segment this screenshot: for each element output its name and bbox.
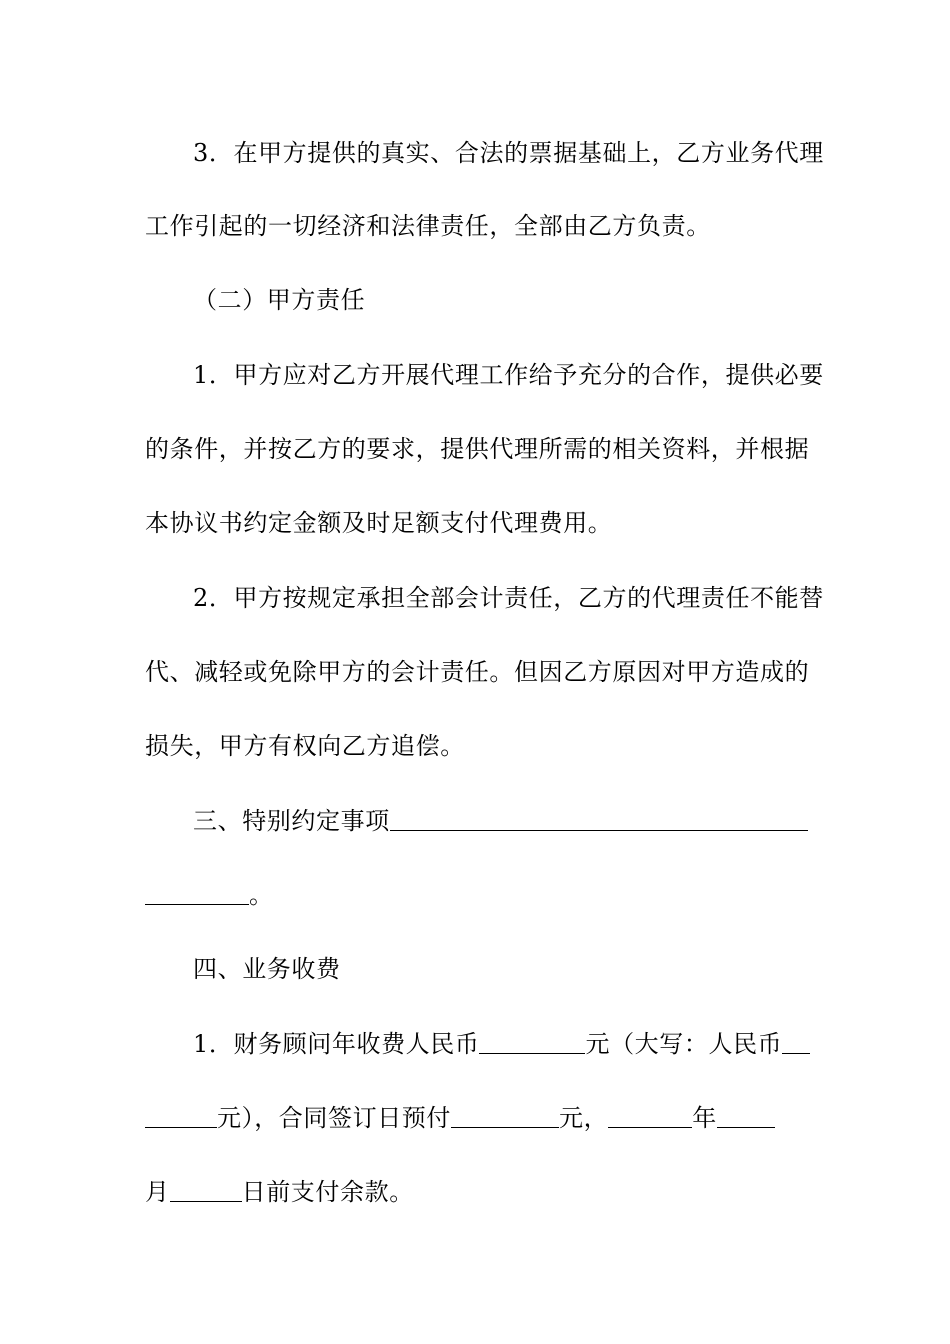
prepay-amount-blank[interactable]	[451, 1101, 559, 1128]
special-terms-line	[193, 801, 805, 841]
fees-heading: 四、业务收费	[193, 955, 341, 983]
paragraph-line: 代、减轻或免除甲方的会计责任。但因乙方原因对甲方造成的	[145, 658, 810, 686]
fee-text: 月	[145, 1178, 170, 1206]
fee-text: 1．财务顾问年收费人民币	[193, 1030, 480, 1058]
paragraph-line: 的条件，并按乙方的要求，提供代理所需的相关资料，并根据	[145, 435, 810, 463]
annual-fee-blank[interactable]	[479, 1027, 585, 1054]
fee-text: 年	[692, 1104, 717, 1132]
paragraph-line: 损失，甲方有权向乙方追偿。	[145, 732, 465, 760]
day-blank[interactable]	[170, 1175, 242, 1202]
paragraph-line: 工作引起的一切经济和法律责任，全部由乙方负责。	[145, 212, 711, 240]
fee-line-1	[193, 1024, 805, 1064]
month-blank[interactable]	[717, 1101, 775, 1128]
special-terms-blank-2[interactable]	[145, 878, 249, 905]
fee-text: 元），合同签订日预付	[217, 1104, 451, 1132]
fee-text: 元，	[559, 1104, 609, 1132]
paragraph-line: 1．甲方应对乙方开展代理工作给予充分的合作，提供必要	[193, 361, 824, 389]
special-terms-blank[interactable]	[390, 804, 808, 831]
fee-line-2	[145, 1098, 805, 1138]
section-heading: （二）甲方责任	[193, 286, 366, 314]
paragraph-line: 2．甲方按规定承担全部会计责任，乙方的代理责任不能替	[193, 584, 824, 612]
fee-uppercase-blank[interactable]	[782, 1027, 810, 1054]
special-terms-end: 。	[249, 881, 274, 909]
fee-text: 元（大写：人民币	[585, 1030, 783, 1058]
year-blank[interactable]	[608, 1101, 692, 1128]
special-terms-line-2	[145, 875, 805, 915]
paragraph-line: 3．在甲方提供的真实、合法的票据基础上，乙方业务代理	[193, 139, 824, 167]
fee-line-3	[145, 1172, 805, 1212]
paragraph-line: 本协议书约定金额及时足额支付代理费用。	[145, 509, 613, 537]
fee-uppercase-blank-cont[interactable]	[145, 1101, 217, 1128]
fee-text: 日前支付余款。	[241, 1178, 414, 1206]
special-terms-title: 三、特别约定事项	[193, 807, 390, 835]
